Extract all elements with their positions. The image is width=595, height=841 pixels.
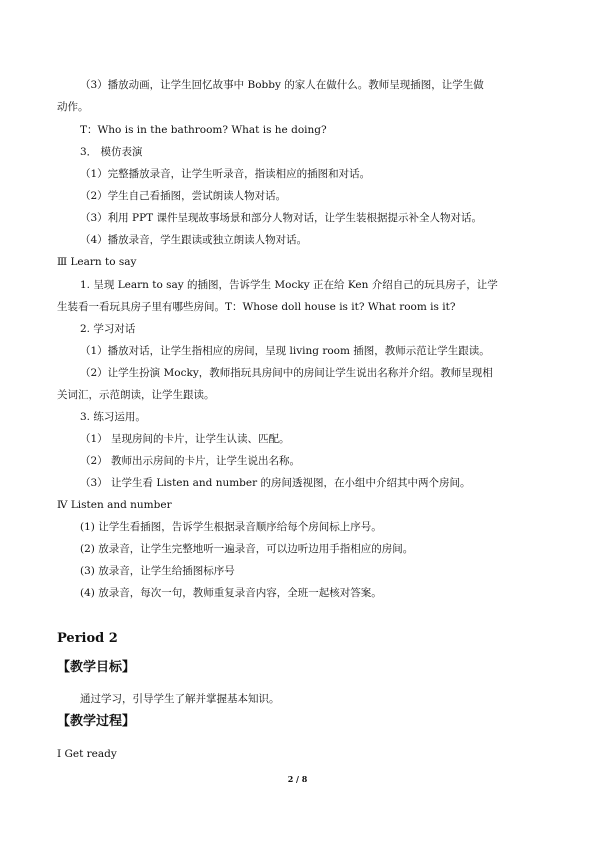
text-line: （1）完整播放录音，让学生听录音，指读相应的插图和对话。 — [80, 168, 371, 180]
text-line: （4）播放录音，学生跟读或独立朗读人物对话。 — [80, 234, 308, 246]
section-heading: Ⅳ Listen and number — [57, 499, 172, 511]
text-line: （3）播放动画，让学生回忆故事中 Bobby 的家人在做什么。教师呈现插图，让学生做 — [80, 79, 484, 91]
goals-text: 通过学习，引导学生了解并掌握基本知识。 — [80, 693, 280, 705]
text-line: (3) 放录音，让学生给插图标序号 — [80, 565, 235, 577]
text-line: 生装看一看玩具房子里有哪些房间。T：Whose doll house is it? What room is it? — [57, 301, 456, 313]
text-line: （1） 呈现房间的卡片，让学生认读、匹配。 — [80, 433, 290, 445]
text-line: （3） 让学生看 Listen and number 的房间透视图，在小组中介绍其中两个房间。 — [80, 477, 471, 489]
text-line: (2) 放录音，让学生完整地听一遍录音，可以边听边用手指相应的房间。 — [80, 543, 414, 555]
text-line: 1. 呈现 Learn to say 的插图，告诉学生 Mocky 正在给 Ken 介绍自己的玩具房子，让学 — [80, 279, 498, 291]
goals-heading: 【教学目标】 — [57, 660, 136, 675]
text-line: T：Who is in the bathroom? What is he doing? — [80, 124, 327, 136]
section-heading: Ⅲ Learn to say — [57, 256, 137, 268]
text-line: （1）播放对话，让学生指相应的房间，呈现 living room 插图，教师示范让学生跟读。 — [80, 345, 490, 357]
text-line: （2）学生自己看插图，尝试朗读人物对话。 — [80, 190, 287, 202]
text-line: (4) 放录音，每次一句，教师重复录音内容，全班一起核对答案。 — [80, 587, 382, 599]
section-heading: Ⅰ Get ready — [57, 748, 117, 760]
text-line: （2）让学生扮演 Mocky，教师指玩具房间中的房间让学生说出名称并介绍。教师呈现相 — [80, 367, 493, 379]
process-heading: 【教学过程】 — [57, 714, 136, 729]
text-line: （2） 教师出示房间的卡片，让学生说出名称。 — [80, 455, 301, 467]
period-title: Period 2 — [57, 631, 118, 646]
text-line: 关词汇，示范朗读，让学生跟读。 — [57, 389, 215, 401]
text-line: 动作。 — [57, 101, 89, 113]
text-line: (1) 让学生看插图，告诉学生根据录音顺序给每个房间标上序号。 — [80, 521, 382, 533]
text-line: 3. 练习运用。 — [80, 411, 146, 423]
page-number: 2 / 8 — [287, 774, 308, 784]
text-line: 3． 模仿表演 — [80, 146, 143, 158]
text-line: （3）利用 PPT 课件呈现故事场景和部分人物对话，让学生装根据提示补全人物对话。 — [80, 212, 482, 224]
text-line: 2. 学习对话 — [80, 323, 136, 335]
